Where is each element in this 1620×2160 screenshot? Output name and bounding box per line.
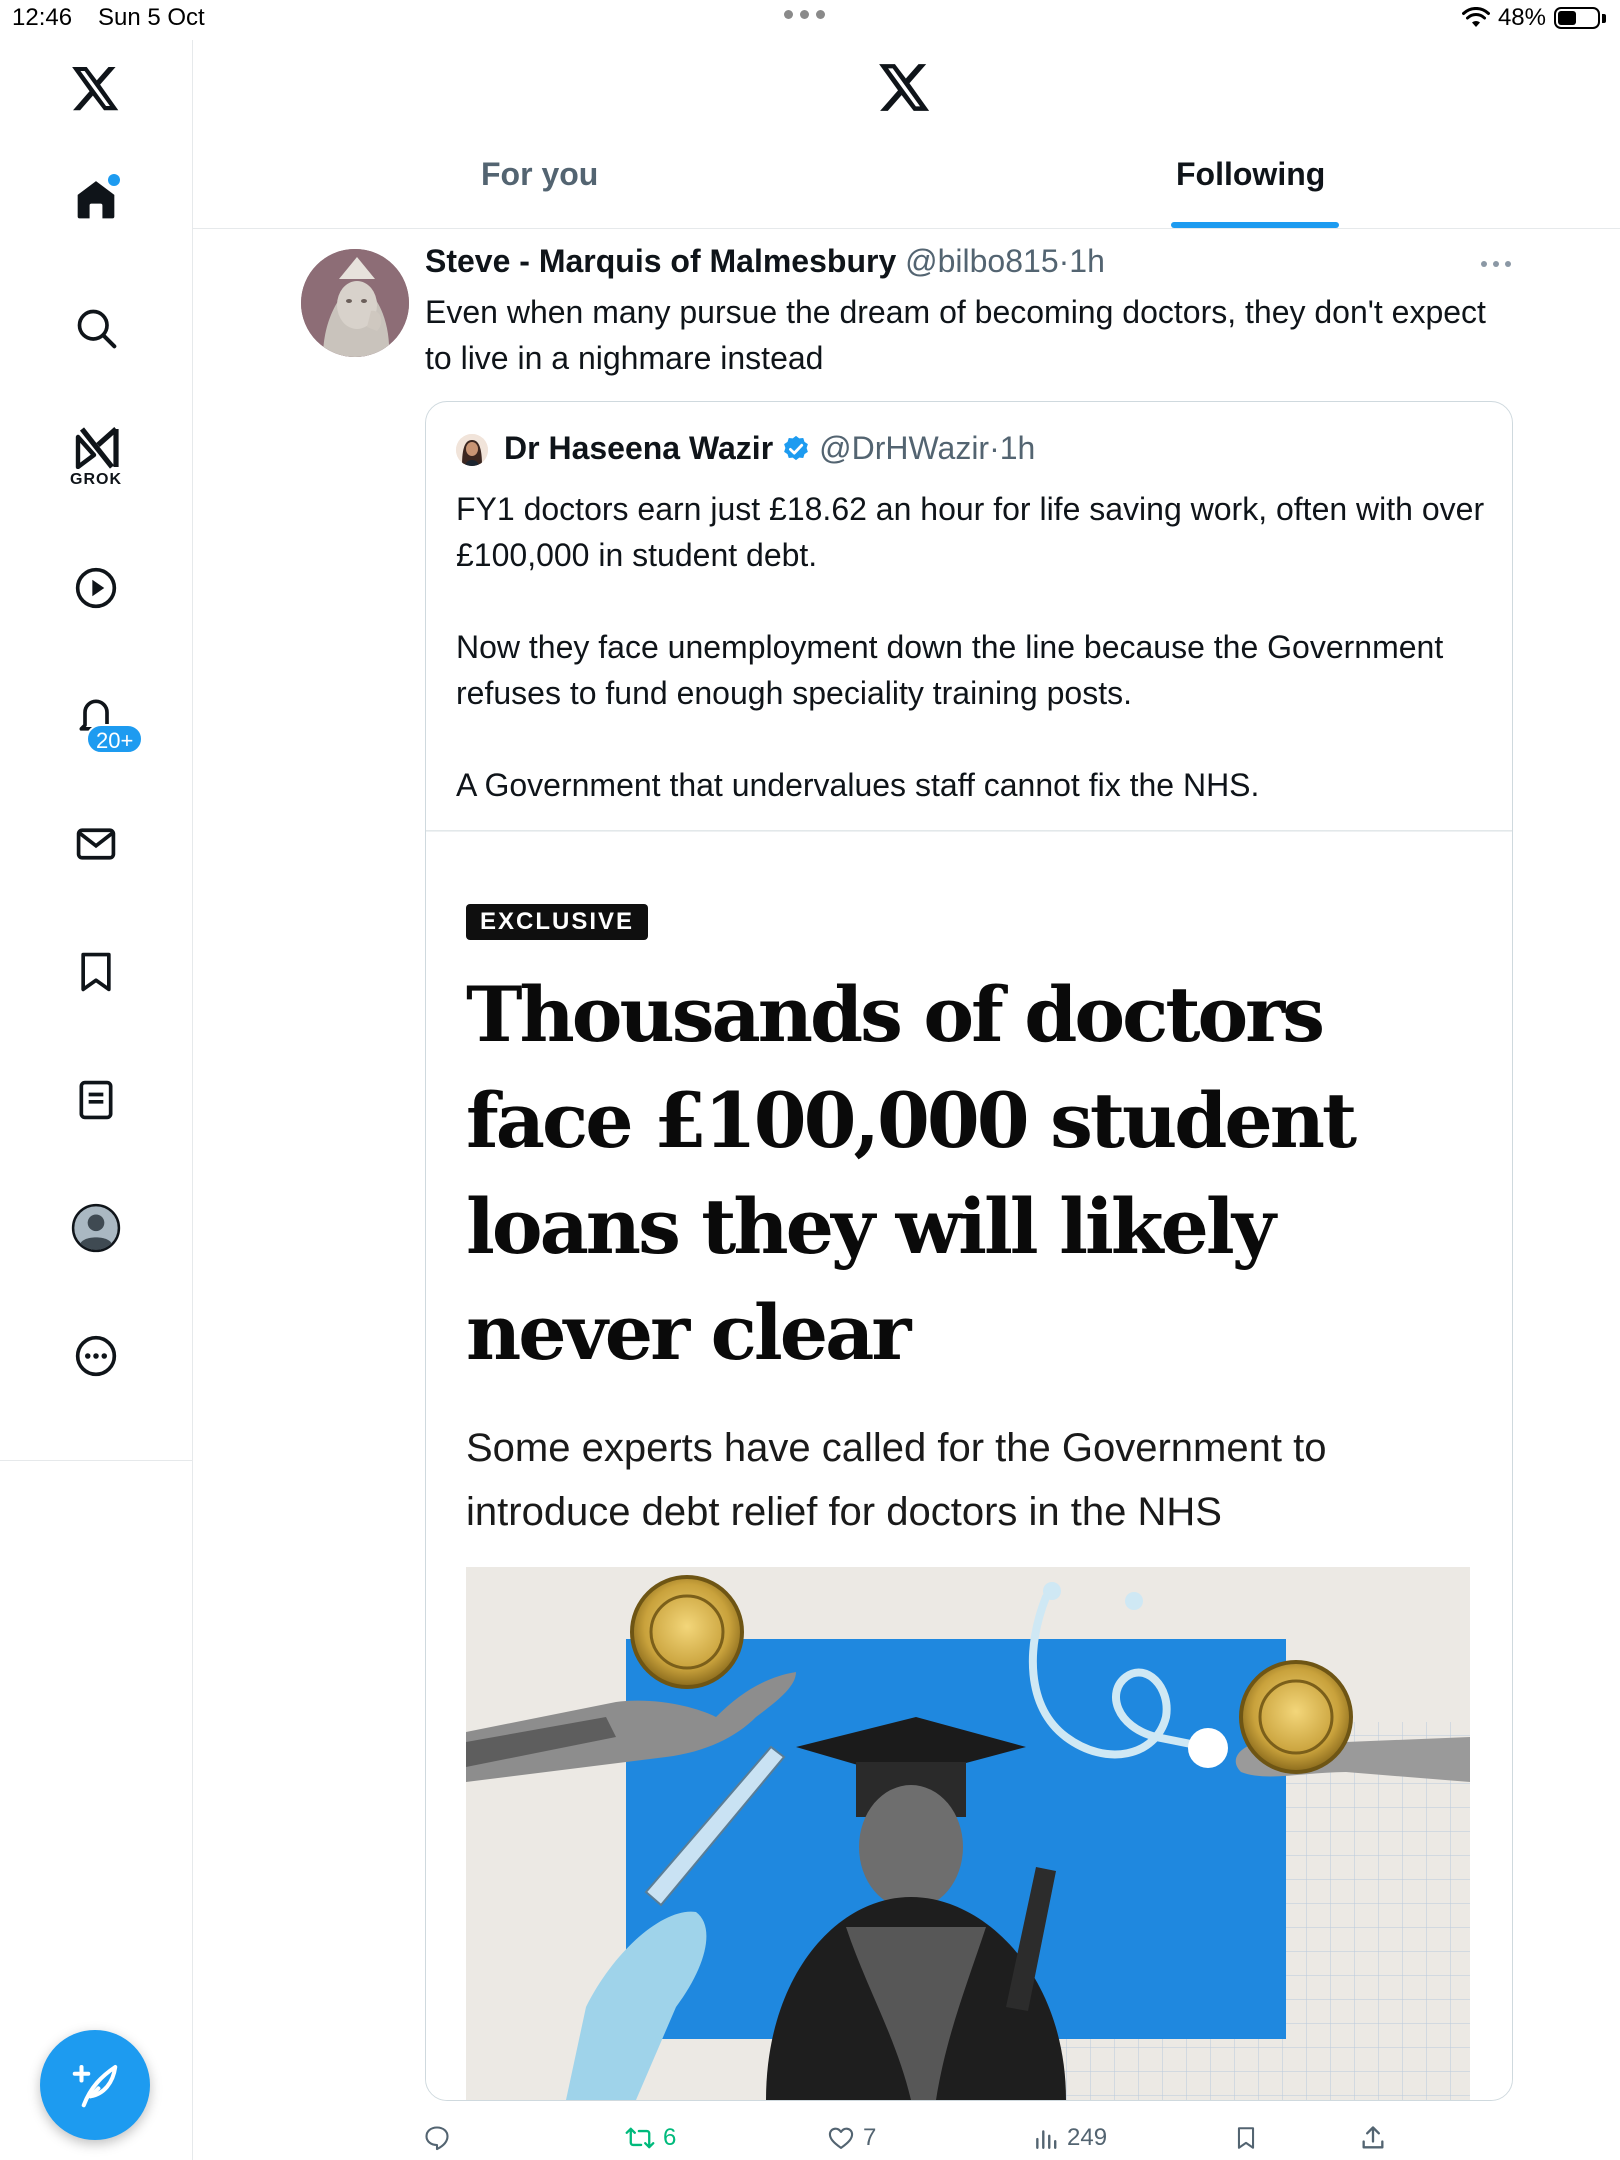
verified-badge-icon [781,434,811,464]
play-icon [74,566,118,610]
more-options-icon[interactable] [1479,259,1513,269]
bookmark-icon [1233,2124,1259,2152]
exclusive-tag: EXCLUSIVE [466,904,648,940]
avatar-image [301,249,409,357]
quoted-author-name[interactable]: Dr Haseena Wazir [504,430,774,466]
x-logo-icon [72,67,120,113]
quoted-tweet-text [456,486,1486,808]
compose-icon [68,2058,122,2112]
sidebar-item-home[interactable] [0,160,192,240]
x-logo-icon [879,64,931,114]
sidebar [0,40,193,2160]
notifications-badge: 20+ [86,724,143,754]
views-button[interactable] [1033,2124,1107,2152]
sidebar-item-bookmarks[interactable] [0,932,192,1012]
article-card[interactable] [426,832,1512,2100]
status-indicators [1462,4,1606,32]
tweet-text: Even when many pursue the dream of becoming doctors, they don't expect to live in a nighmare instead [425,294,1486,376]
quoted-author-handle[interactable]: @DrHWazir [819,430,990,466]
sidebar-item-video[interactable] [0,548,192,628]
compose-button[interactable] [40,2030,150,2140]
quoted-separator-dot: · [989,430,1000,466]
tweet[interactable] [193,229,1620,2160]
repost-count: 6 [663,2124,677,2151]
sidebar-item-grok[interactable] [0,418,192,498]
grok-icon [72,427,120,469]
tab-for-you[interactable]: For you [481,156,599,192]
tab-following[interactable]: Following [1176,156,1326,192]
more-circle-icon [74,1334,118,1378]
status-time: 12:46 [12,4,73,31]
wifi-icon [1462,7,1490,29]
article-headline: Thousands of doctors face £100,000 student loans they will likely never clear [466,970,1355,1377]
reply-button[interactable] [423,2124,459,2152]
share-icon [1359,2124,1387,2152]
tweet-actions [193,2120,1620,2160]
repost-icon [625,2124,655,2152]
sidebar-item-profile[interactable] [0,1188,192,1268]
tweet-header [425,243,1105,280]
timeline-header [193,40,1620,229]
quoted-paragraph: A Government that undervalues staff cannot fix the NHS. [456,767,1260,803]
article-standfirst: Some experts have called for the Government to introduce debt relief for doctors in the NHS [466,1426,1327,1534]
repost-button[interactable] [625,2124,676,2152]
separator-dot: · [1058,243,1070,279]
author-avatar[interactable] [301,249,409,357]
active-tab-indicator [1171,222,1339,228]
quoted-tweet[interactable] [425,401,1513,2101]
status-bar [0,0,1620,40]
profile-icon [71,1203,121,1253]
header-x-logo[interactable] [879,64,931,119]
author-handle[interactable]: @bilbo815 [905,243,1059,279]
views-icon [1033,2125,1059,2151]
share-button[interactable] [1359,2124,1387,2152]
like-count: 7 [863,2124,877,2151]
mail-icon [74,822,118,866]
search-icon [74,306,118,350]
sidebar-item-more[interactable] [0,1316,192,1396]
quoted-avatar-image [456,434,488,466]
heart-icon [827,2124,855,2152]
x-logo[interactable] [0,50,192,130]
sidebar-item-lists[interactable] [0,1060,192,1140]
list-icon [74,1078,118,1122]
multitasking-dots-icon[interactable] [784,10,825,19]
grok-label: GROK [70,471,122,488]
author-name[interactable]: Steve - Marquis of Malmesbury [425,243,897,279]
sidebar-item-search[interactable] [0,288,192,368]
article-image[interactable] [466,1567,1470,2100]
quoted-tweet-header [504,430,1035,467]
bookmark-icon [74,950,118,994]
quoted-tweet-time[interactable]: 1h [999,430,1036,466]
battery-percent: 48% [1497,4,1546,31]
quoted-paragraph: Now they face unemployment down the line because the Government refuses to fund enough speciality training posts. [456,629,1444,711]
like-button[interactable] [827,2124,876,2152]
home-unread-dot [108,174,120,186]
sidebar-item-messages[interactable] [0,804,192,884]
article-illustration [466,1567,1470,2100]
quoted-paragraph: FY1 doctors earn just £18.62 an hour for life saving work, often with over £100,000 in student debt. [456,491,1485,573]
battery-icon [1554,7,1600,29]
views-count: 249 [1067,2124,1108,2151]
reply-icon [423,2124,451,2152]
quoted-author-avatar[interactable] [456,434,488,466]
bookmark-button[interactable] [1233,2124,1259,2152]
status-date: Sun 5 Oct [98,4,205,31]
tweet-time[interactable]: 1h [1069,243,1105,279]
